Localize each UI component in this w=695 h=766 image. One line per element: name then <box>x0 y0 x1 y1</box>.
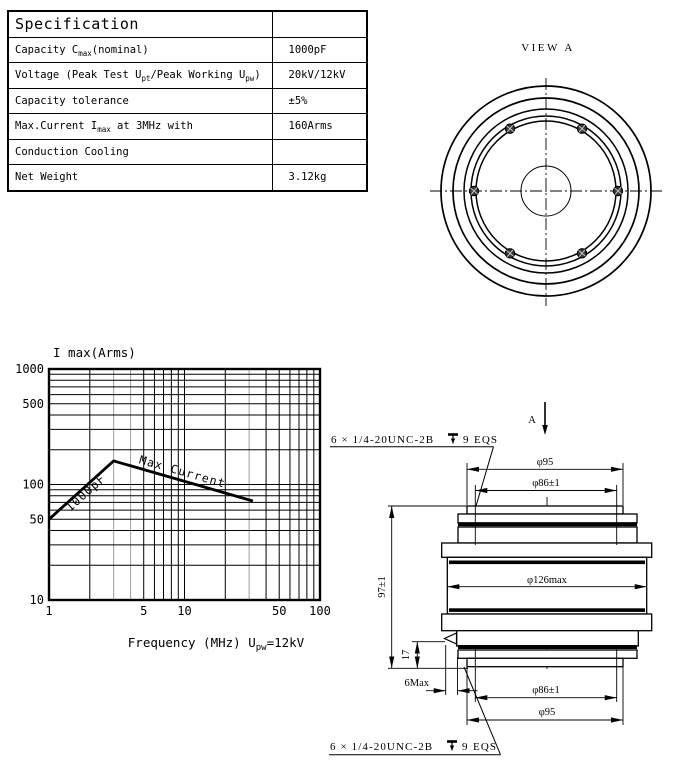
svg-text:1: 1 <box>45 604 53 618</box>
svg-text:50: 50 <box>271 604 287 618</box>
dim-dia86-bottom: φ86±1 <box>532 685 560 696</box>
svg-text:50: 50 <box>29 512 44 527</box>
spec-table <box>7 10 368 192</box>
spec-row-label: Max.Current $I_{max}$ at 3MHz with <box>8 114 272 140</box>
chart-y-axis-title: I max(Arms) <box>53 345 136 360</box>
spec-row-value: 20kV/12kV <box>272 63 367 89</box>
dim-17: 17 <box>401 649 412 661</box>
spec-row <box>8 37 367 63</box>
spec-row-value: 160Arms <box>272 114 367 140</box>
spec-row <box>8 114 367 140</box>
view-a-drawing <box>425 35 675 315</box>
spec-header-empty <box>272 11 367 37</box>
pinch-off-tip <box>445 633 457 644</box>
dim-dia126: φ126max <box>527 575 567 586</box>
svg-text:500: 500 <box>22 396 44 411</box>
depth-symbol-icon <box>448 435 458 444</box>
svg-text:1000pF: 1000pF <box>62 471 109 515</box>
spec-row-value: 3.12kg <box>272 165 367 191</box>
spec-row <box>8 139 367 165</box>
spec-header-row <box>8 11 367 37</box>
svg-text:10: 10 <box>29 593 44 607</box>
spec-row <box>8 63 367 89</box>
dim-6max: 6Max <box>404 678 429 689</box>
svg-text:100: 100 <box>22 477 44 492</box>
spec-row-label: Voltage (Peak Test $U_{pt}$/Peak Working $U_{pw}$) <box>8 63 272 89</box>
dim-dia95-top: φ95 <box>536 457 554 468</box>
chart-x-axis-title: Frequency (MHz) $U_{pw}=12kV$ <box>127 635 305 653</box>
view-a-title: VIEW A <box>521 42 575 54</box>
thread-spec-bottom-text: 6 × 1/4-20UNC-2B <box>330 741 434 753</box>
thread-suffix-bottom: EQS <box>473 741 498 753</box>
spec-row-value: 1000pF <box>272 37 367 63</box>
view-arrow-label: A <box>528 415 536 426</box>
svg-text:5: 5 <box>140 604 148 618</box>
spec-row-label: Capacity tolerance <box>8 88 272 114</box>
chart-x-tick-labels <box>45 604 330 618</box>
imax-frequency-chart <box>0 330 350 670</box>
thread-suffix-top: EQS <box>474 434 499 446</box>
leader-line-top <box>476 447 494 506</box>
chart-y-tick-labels <box>15 362 44 607</box>
dim-dia95-bottom: φ95 <box>538 707 556 718</box>
svg-text:Max Current: Max Current <box>137 452 228 491</box>
svg-text:100: 100 <box>309 604 331 618</box>
spec-row-label: Capacity $C_{max}(nominal)$ <box>8 37 272 63</box>
side-view-drawing <box>325 395 695 766</box>
spec-header-label: Specification <box>8 11 272 37</box>
thread-spec-top-text: 6 × 1/4-20UNC-2B <box>331 434 435 446</box>
spec-row-value <box>272 139 367 165</box>
svg-text:1000: 1000 <box>15 362 44 376</box>
spec-row-label: Conduction Cooling <box>8 139 272 165</box>
depth-symbol-icon <box>447 742 457 751</box>
thread-depth-top: 9 <box>463 434 470 446</box>
spec-row <box>8 88 367 114</box>
thread-depth-bottom: 9 <box>462 741 469 753</box>
view-direction-arrow <box>528 402 548 435</box>
svg-text:10: 10 <box>177 604 192 618</box>
dim-dia86-top: φ86±1 <box>532 478 560 489</box>
chart-curve-labels <box>63 453 228 515</box>
spec-row <box>8 165 367 191</box>
dim-height97: 97±1 <box>377 576 388 598</box>
thread-spec-top <box>330 434 498 506</box>
spec-row-label: Net Weight <box>8 165 272 191</box>
spec-row-value: ±5% <box>272 88 367 114</box>
